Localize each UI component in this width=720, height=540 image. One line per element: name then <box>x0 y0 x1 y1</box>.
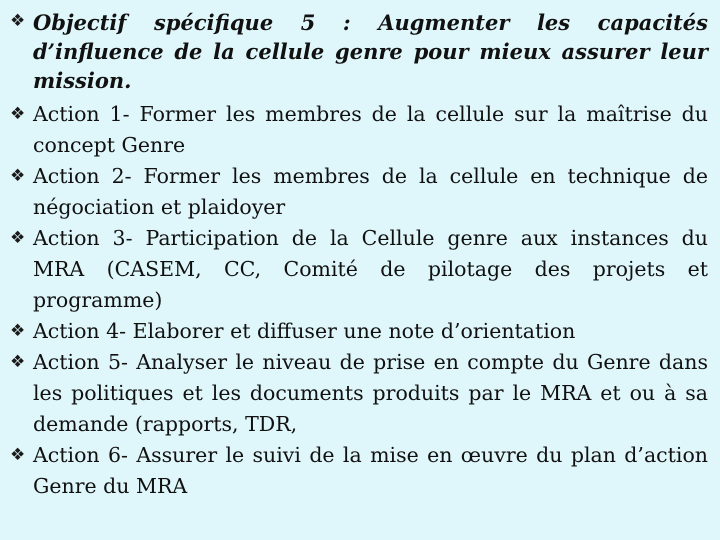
action-text: Former les membres de la cellule en technique de négociation et plaidoyer <box>33 164 708 219</box>
action-label: Action 5- <box>33 350 128 374</box>
action-text: Elaborer et diffuser une note d’orientation <box>126 319 576 343</box>
bullet-icon: ❖ <box>10 11 26 31</box>
action-text: Assurer le suivi de la mise en œuvre du plan d’action Genre du MRA <box>33 443 708 498</box>
action-item <box>8 347 708 440</box>
action-label: Action 6- <box>33 443 128 467</box>
action-label: Action 2- <box>33 164 132 188</box>
action-label: Action 3- <box>33 226 133 250</box>
bullet-icon: ❖ <box>10 352 26 372</box>
bullet-icon: ❖ <box>10 166 26 186</box>
bullet-icon: ❖ <box>10 321 26 341</box>
action-label: Action 4- <box>33 319 127 343</box>
bullet-icon: ❖ <box>10 445 26 465</box>
action-label: Action 1- <box>33 102 130 126</box>
action-text: Former les membres de la cellule sur la maîtrise du concept Genre <box>33 102 708 157</box>
action-item <box>8 161 708 223</box>
action-item <box>8 99 708 161</box>
action-text: Participation de la Cellule genre aux instances du MRA (CASEM, CC, Comité de pilotage des projets et programme) <box>33 226 708 312</box>
objective-text: Objectif spécifique 5 : Augmenter les capacités d’influence de la cellule genre pour mieux assurer leur mission. <box>33 10 708 93</box>
bullet-icon: ❖ <box>10 228 26 248</box>
bullet-icon: ❖ <box>10 104 26 124</box>
objective-item <box>8 8 708 95</box>
action-text: Analyser le niveau de prise en compte du Genre dans les politiques et les documents produits par le MRA et ou à sa demande (rapports, TDR, <box>33 350 708 436</box>
action-item <box>8 316 708 347</box>
action-item <box>8 223 708 316</box>
action-item <box>8 440 708 502</box>
